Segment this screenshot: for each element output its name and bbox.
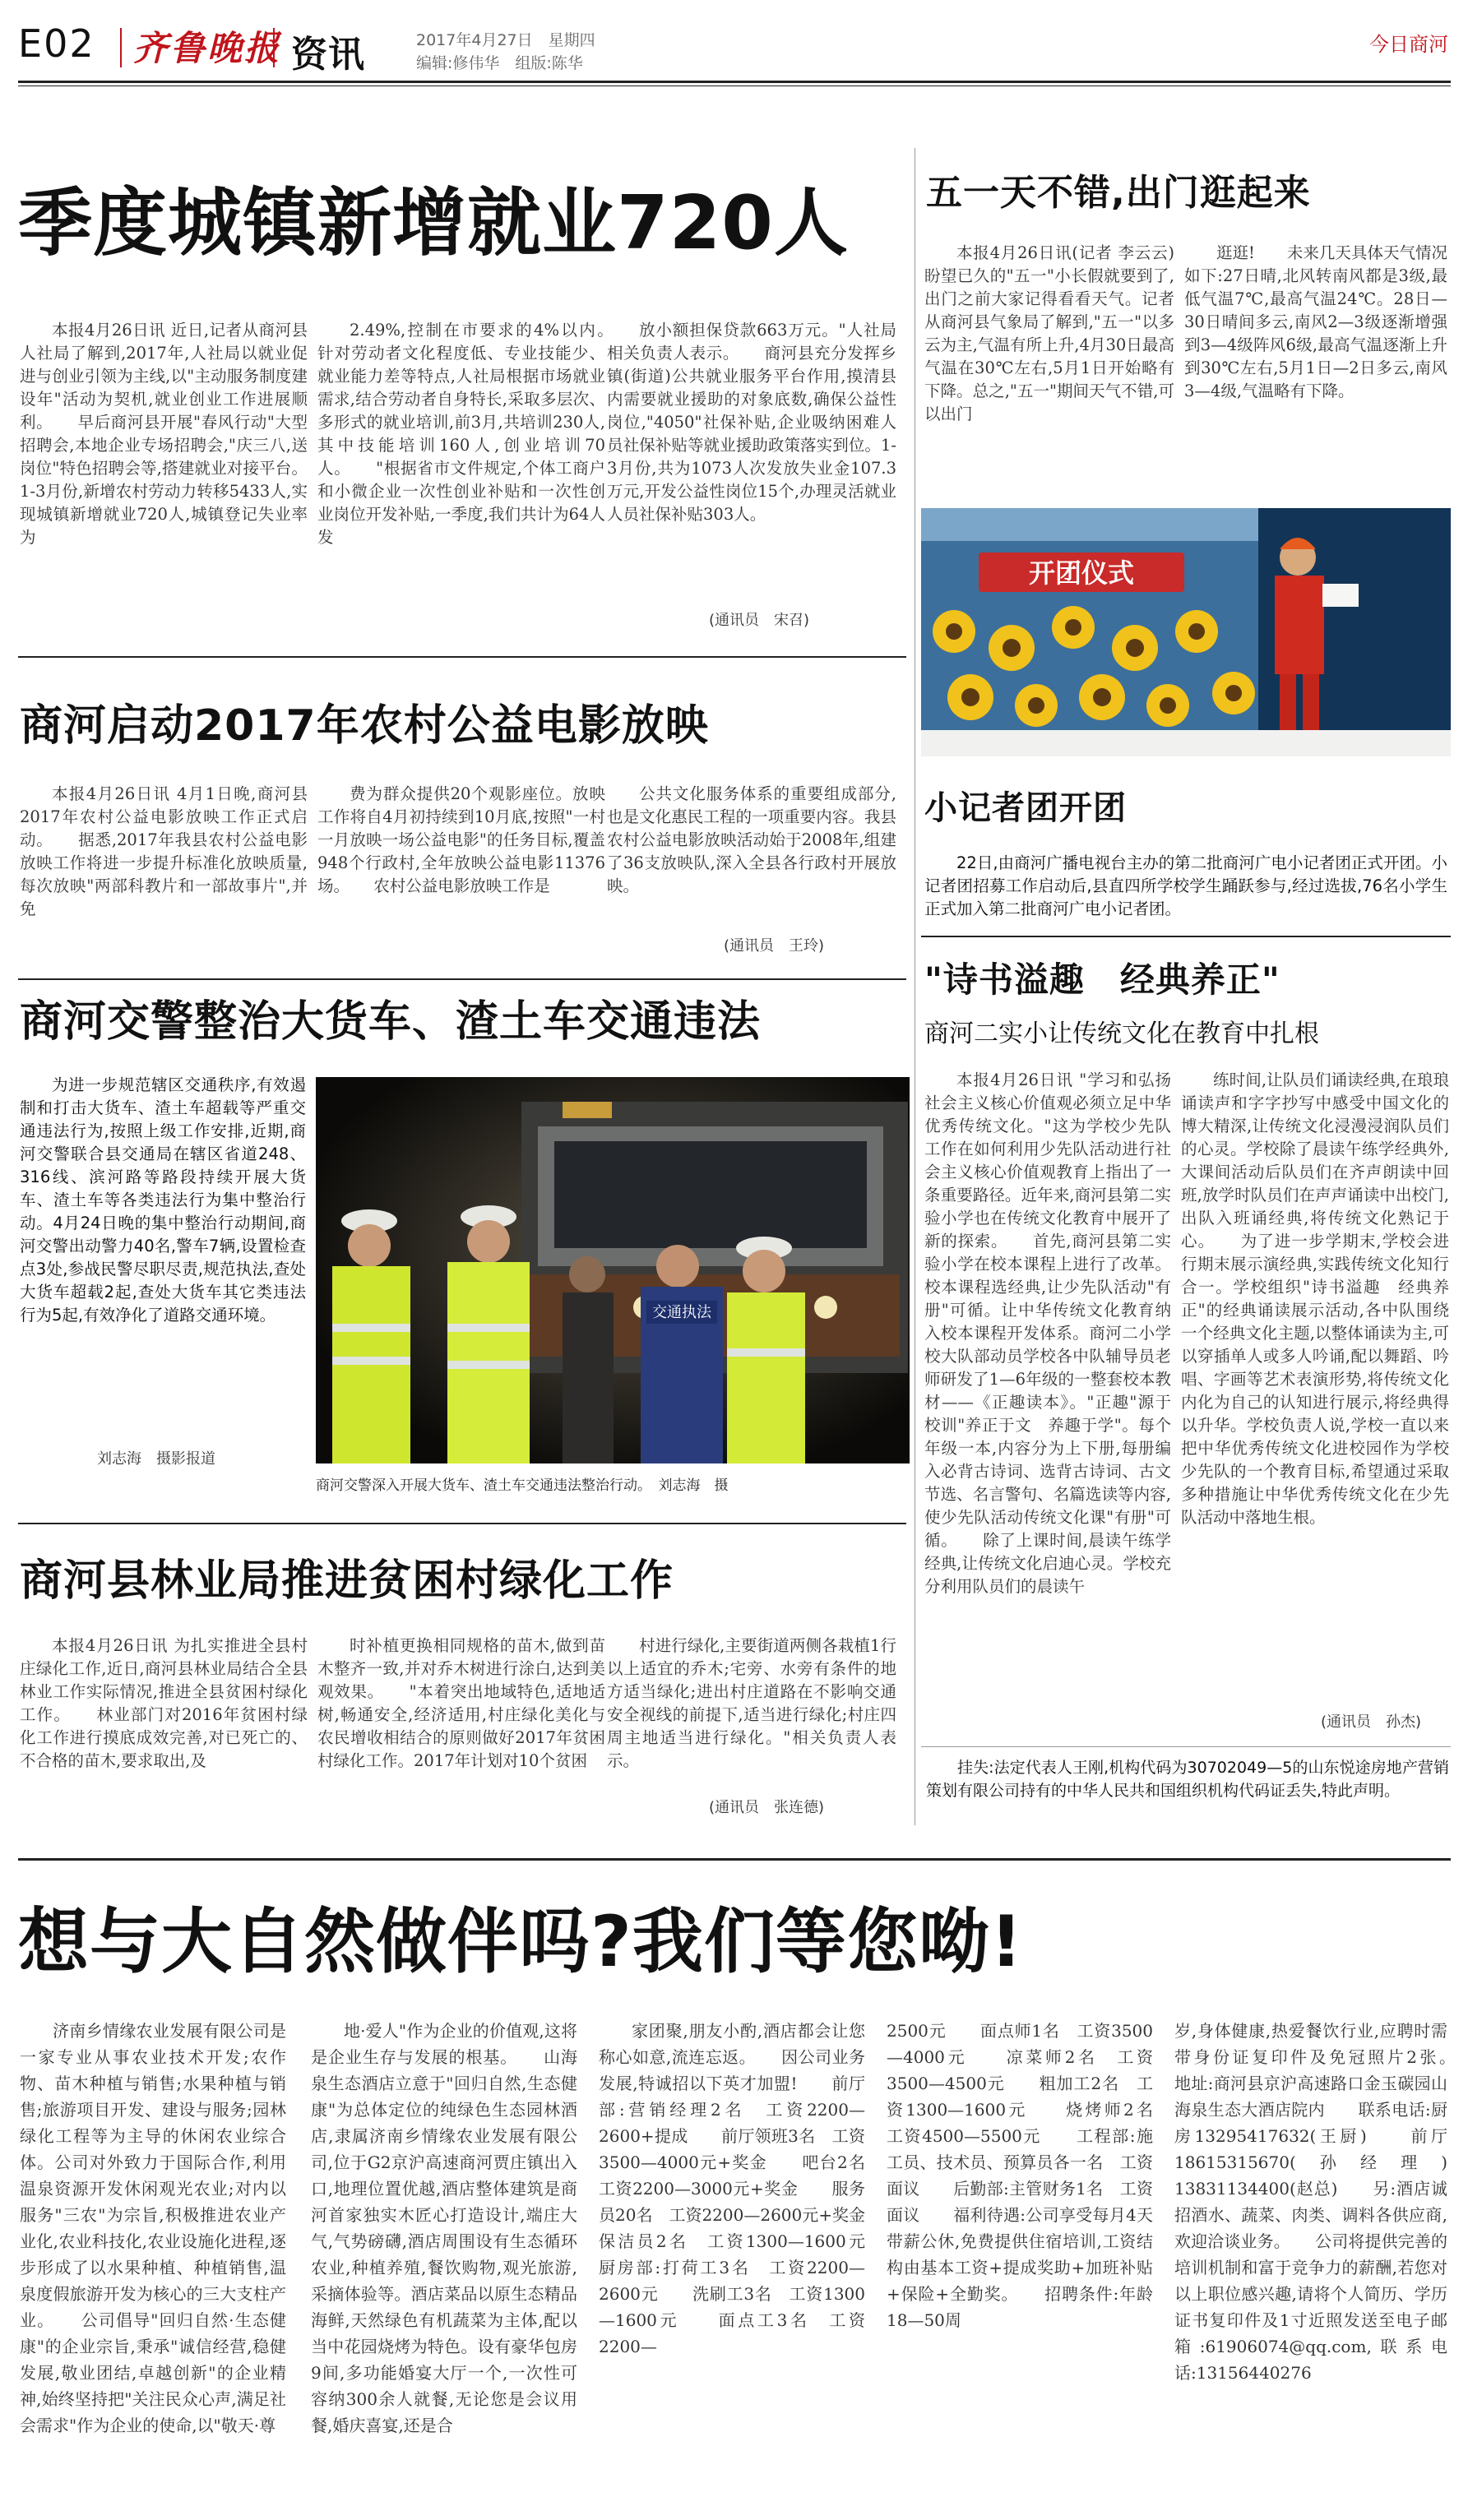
article1-col1: 本报4月26日讯 近日,记者从商河县人社局了解到,2017年,人社局以就业促进与创业引领为主线,以"主动服务制度建设年"活动为契机,就业创业工作进展顺利。 早后商河县开展"春风行动"大型招聘会,本地企业专场招聘会,"庆三八,送岗位"特色招聘会等,搭建就业对接平台。1-3月份,新增农村劳动力转移5433人,实现城镇新增就业720人,城镇登记失业率为: [20, 321, 308, 547]
article1-divider: [18, 656, 906, 658]
article2-headline: 商河启动2017年农村公益电影放映: [20, 701, 709, 751]
lost-notice: 挂失:法定代表人王刚,机构代码为30702049—5的山东悦途房地产营销策划有限公司持有的中华人民共和国组织机构代码证丢失,特此声明。: [926, 1759, 1449, 1800]
article7-col2: 练时间,让队员们诵读经典,在琅琅诵读声和字字抄写中感受中国文化的博大精深,让传统文化浸漫浸润队员们的心灵。学校除了晨读午练学经典外,大课间活动后队员们在齐声朗读中回班,放学时队员们在声声诵读中出校门,出队入班诵经典,将传统文化熟记于心。 为了进一步学期末,学校会进行期末展示演经典,实践传统文化知行合一。学校组织"诗书溢趣 经典养正"的经典诵读展示活动,各中队围绕一个经典文化主题,以整体诵读为主,可以穿插单人或多人吟诵,配以舞蹈、吟唱、字画等艺术表演形势,将传统文化内化为自己的认知进行展示,将经典得以升华。学校负责人说,学校一直以来把中华优秀传统文化进校园作为学校少先队的一个教育目标,希望通过采取多种措施让中华优秀传统文化在少先队活动中落地生根。: [1181, 1070, 1449, 1527]
article6-divider: [921, 936, 1451, 937]
article2-divider: [18, 978, 906, 980]
editor-line: 编辑:修伟华 组版:陈华: [416, 54, 583, 72]
article7-byline: (通讯员 孙杰): [1321, 1713, 1422, 1731]
article3-headline: 商河交警整治大货车、渣土车交通违法: [20, 997, 762, 1047]
article2-byline: (通讯员 王玲): [724, 937, 825, 955]
article2-col3: 公共文化服务体系的重要组成部分,也是文化惠民工程的一项重要内容。我县农村公益电影放映活动始于2008年,组建了36支放映队,深入全县各行政村开展放映。: [607, 784, 896, 895]
article1-col2: 2.49%,控制在市要求的4%以内。 针对劳动者文化程度低、专业技能少、就业能力差等特点,人社局根据市场就业需求,结合劳动者自身特长,采取多层次、多形式的就业培训,前3月,共培训230人,其中技能培训160人,创业培训70人。 "根据省市文件规定,个体工商户和小微企业一次性创业补贴和一次性创业岗位开发补贴,一季度,我们共计为64人发: [317, 321, 605, 547]
article4-col1: 本报4月26日讯 为扎实推进全县村庄绿化工作,近日,商河县林业局结合全县林业工作实际情况,推进全县贫困村绿化工作。 林业部门对2016年贫困村绿化工作进行摸底成效完善,对已死亡的、不合格的苗木,要求取出,及: [20, 1636, 308, 1770]
traffic-photo-caption: 商河交警深入开展大货车、渣土车交通违法整治行动。 刘志海 摄: [316, 1477, 729, 1494]
article6-headline: 小记者团开团: [924, 789, 1127, 827]
article2-col1: 本报4月26日讯 4月1日晚,商河县2017年农村公益电影放映工作正式启动。 据悉,2017年我县农村公益电影放映工作将进一步提升标准化放映质量,每次放映"两部科教片和一部故事片",并免: [20, 784, 308, 918]
article6-body: 22日,由商河广播电视台主办的第二批商河广电小记者团正式开团。小记者团招募工作启动后,县直四所学校学生踊跃参与,经过选拔,76名小学生正式加入第二批商河广电小记者团。: [924, 853, 1447, 918]
paper-name-logo: 齐鲁晚报: [133, 28, 282, 68]
ceremony-scene: [921, 508, 1451, 756]
vest-label: 交通执法: [652, 1304, 711, 1321]
article4-col2: 时补植更换相同规格的苗木,做到苗木整齐一致,并对乔木树进行涂白,达到美观效果。 "本着突出地域特色,适地适树,畅通安全,经济适用,村庄绿化美化与农民增收相结合的原则做好2017年贫困村绿化工作。2017年计划对10个贫困: [317, 1636, 605, 1770]
masthead-divider: [120, 28, 122, 67]
ad-col5: 岁,身体健康,热爱餐饮行业,应聘时需带身份证复印件及免冠照片2张。 地址:商河县京沪高速路口金玉碳园山海泉生态大酒店院内 联系电话:厨房13295417632(王厨) 前厅18615315670(孙经理) 13831134400(赵总) 另:酒店诚招酒水、蔬菜、肉类、调料各供应商,欢迎洽谈业务。 公司将提供完善的培训机制和富于竞争力的薪酬,若您对以上职位感兴趣,请将个人简历、学历证书复印件及1寸近照发送至电子邮箱:61906074@qq.com,联系电话:13156440276: [1174, 2021, 1447, 2383]
article5-col1: 本报4月26日讯(记者 李云云) 盼望已久的"五一"小长假就要到了,出门之前大家记得看看天气。记者从商河县气象局了解到,"五一"以多云为主,气温有所上升,4月30日最高气温在30℃左右,5月1日开始略有下降。总之,"五一"期间天气不错,可以出门: [924, 243, 1174, 423]
edition-label: 今日商河: [1369, 33, 1448, 56]
page-number: E02: [18, 21, 95, 66]
article5-col2: 逛逛! 未来几天具体天气情况如下:27日晴,北风转南风都是3级,最低气温7℃,最高气温24℃。28日—30日晴间多云,南风2—3级逐渐增强到3—4级阵风6级,最高气温逐渐上升到30℃左右,5月1日—2日多云,南风3—4级,气温略有下降。: [1184, 243, 1447, 400]
article1-headline: 季度城镇新增就业720人: [18, 180, 849, 266]
traffic-police-photo: [316, 1077, 910, 1463]
article4-headline: 商河县林业局推进贫困村绿化工作: [20, 1556, 674, 1606]
article1-col3: 放小额担保贷款663万元。"人社局相关负责人表示。 商河县充分发挥乡镇(街道)公共就业服务平台作用,摸清县内需要就业援助的对象底数,确保公益性岗位,"4050"社保补贴,企业吸纳困难人员社保补贴等就业援助政策落实到位。1-3月份,共为1073人次发放失业金107.3万元,开发公益性岗位15个,办理灵活就业人员社保补贴303人。: [607, 321, 896, 524]
article7-headline: "诗书溢趣 经典养正": [924, 959, 1280, 1000]
reporter-ceremony-photo: [921, 508, 1451, 756]
notice-divider: [921, 1746, 1451, 1747]
article3-byline: 刘志海 摄影报道: [97, 1450, 215, 1468]
section-name: 资讯: [291, 34, 365, 76]
ad-col4: 2500元 面点师1名 工资3500—4000元 凉菜师2名 工资3500—4500元 粗加工2名 工资1300—1600元 烧烤师2名 工资4500—5500元 工程部:施工员、技术员、预算员各一名 工资面议 后勤部:主管财务1名 工资面议 福利待遇:公司享受每月4天带薪公休,免费提供住宿培训,工资结构由基本工资+提成奖助+加班补贴+保险+全勤奖。 招聘条件:年龄18—50周: [887, 2021, 1153, 2330]
article1-byline: (通讯员 宋召): [709, 612, 810, 629]
ad-top-rule: [18, 1858, 1451, 1861]
traffic-police-scene: [316, 1077, 910, 1463]
masthead-rule: [18, 81, 1451, 83]
ad-col2: 地·爱人"作为企业的价值观,这将是企业生存与发展的根基。 山海泉生态酒店立意于"回归自然,生态健康"为总体定位的纯绿色生态园林酒店,隶属济南乡情缘农业发展有限公司,位于G2京沪高速商河贾庄镇出入口,地理位置优越,酒店整体建筑是商河首家独实木匠心打造设计,端庄大气,气势磅礴,酒店周围设有生态循环农业,种植养殖,餐饮购物,观光旅游,采摘体验等。酒店菜品以原生态精品海鲜,天然绿色有机蔬菜为主体,配以当中花园烧烤为特色。设有豪华包房9间,多功能婚宴大厅一个,一次性可容纳300余人就餐,无论您是会议用餐,婚庆喜宴,还是合: [311, 2021, 577, 2435]
ad-col1: 济南乡情缘农业发展有限公司是一家专业从事农业技术开发;农作物、苗木种植与销售;水果种植与销售;旅游项目开发、建设与服务;园林绿化工程等为主导的休闲农业综合体。公司对外致力于国际合作,利用温泉资源开发休闲观光农业;对内以服务"三农"为宗旨,积极推进农业产业化,农业科技化,农业设施化进程,逐步形成了以水果种植、种植销售,温泉度假旅游开发为核心的三大支柱产业。 公司倡导"回归自然·生态健康"的企业宗旨,秉承"诚信经营,稳健发展,敬业团结,卓越创新"的企业精神,始终坚持把"关注民众心声,满足社会需求"作为企业的使命,以"敬天·尊: [20, 2021, 286, 2435]
masthead-divider-2: [273, 28, 275, 67]
ad-headline: 想与大自然做伴吗?我们等您呦!: [18, 1901, 1024, 1983]
date-line: 2017年4月27日 星期四: [416, 31, 595, 49]
ad-col3: 家团聚,朋友小酌,酒店都会让您称心如意,流连忘返。 因公司业务发展,特诚招以下英才加盟! 前厅部:营销经理2名 工资2200—2600+提成 前厅领班3名 工资3500—4000元+奖金 吧台2名 工资2200—3000元+奖金 服务员20名 工资2200—2600元+奖金 保洁员2名 工资1300—1600元 厨房部:打荷工3名 工资2200—2600元 洗刷工3名 工资1300—1600元 面点工3名 工资2200—: [599, 2021, 865, 2356]
article3-body: 为进一步规范辖区交通秩序,有效遏制和打击大货车、渣土车超载等严重交通违法行为,按照上级工作安排,近期,商河交警联合县交通局在辖区省道248、316线、滨河路等路段持续开展大货车、渣土车等各类违法行为集中整治行动。4月24日晚的集中整治行动期间,商河交警出动警力40名,警车7辆,设置检查点3处,参战民警尽职尽责,规范执法,查处大货车超载2起,查处大货车其它类违法行为5起,有效净化了道路交通环境。: [20, 1075, 306, 1325]
article4-col3: 村进行绿化,主要街道两侧各栽植1行以上适宜的乔木;宅旁、水旁有条件的地方适当绿化;进出村庄道路在不影响交通安全视线的前提下,适当进行绿化;村庄四周主地适当进行绿化。"相关负责人表示。: [607, 1636, 896, 1770]
article7-subtitle: 商河二实小让传统文化在教育中扎根: [924, 1020, 1319, 1048]
article7-col1: 本报4月26日讯 "学习和弘扬社会主义核心价值观必须立足中华优秀传统文化。"这为学校少先队工作在如何利用少先队活动进行社会主义核心价值观教育上指出了一条重要路径。近年来,商河县第二实验小学也在传统文化教育中展开了新的探索。 首先,商河县第二实验小学在校本课程上进行了改革。校本课程选经典,让少先队活动"有册"可循。让中华传统文化教育纳入校本课程开发体系。商河二小学校大队部动员学校各中队辅导员老师研发了1—6年级的一整套校本教材——《正趣读本》。"正趣"源于校训"养正于文 养趣于学"。每个年级一本,内容分为上下册,每册编入必背古诗词、选背古诗词、古文节选、名言警句、名篇选读等内容,使少先队活动传统文化课"有册"可循。 除了上课时间,晨读午练学经典,让传统文化启迪心灵。学校充分利用队员们的晨读午: [924, 1070, 1171, 1596]
article2-col2: 费为群众提供20个观影座位。放映工作将自4月初持续到10月底,按照"一村一月放映一场公益电影"的任务目标,覆盖948个行政村,全年放映公益电影11376场。 农村公益电影放映工作是: [317, 784, 605, 895]
article4-byline: (通讯员 张连德): [709, 1799, 825, 1816]
article3-divider: [18, 1523, 906, 1524]
article5-headline: 五一天不错,出门逛起来: [926, 172, 1311, 214]
ceremony-banner-text: 开团仪式: [1028, 557, 1135, 589]
